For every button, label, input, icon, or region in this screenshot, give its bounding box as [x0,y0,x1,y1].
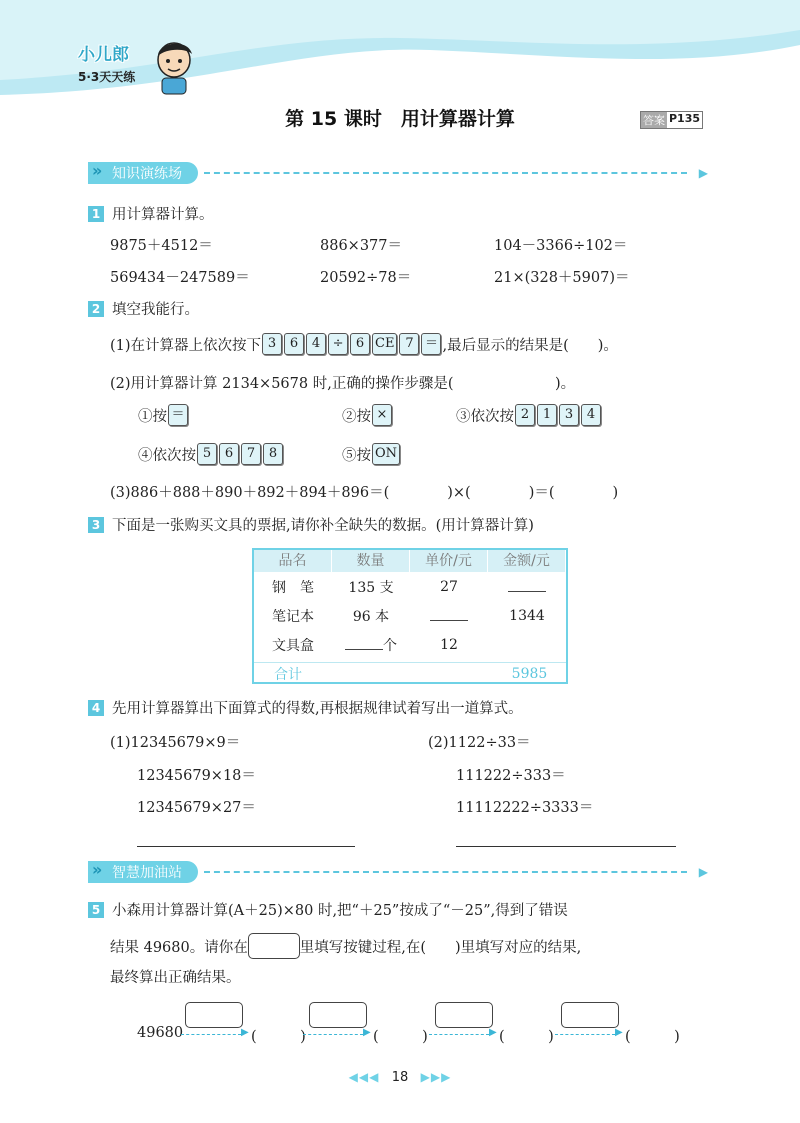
item-amount: 1344 [509,607,545,624]
calc-key: 4 [581,404,601,426]
question-number: 5 [88,902,104,918]
question-line-1: 小森用计算器计算(A＋25)×80 时,把“＋25”按成了“－25”,得到了错误 [112,903,568,919]
q2-part3: (3)886＋888＋890＋892＋894＋896＝( )×( )＝( ) [110,485,619,501]
question-5 [88,899,568,920]
option-5 [342,443,401,465]
answer-tag[interactable] [640,111,703,129]
header-cell: 金额/元 [488,550,566,572]
pattern-item: 12345679×27＝ [137,800,256,816]
dashed-arrow [429,1034,489,1035]
question-line-2 [110,933,581,959]
calc-key: 3 [559,404,579,426]
item-qty: 135 支 [348,579,394,596]
question-number: 4 [88,700,104,716]
question-2 [88,298,199,319]
calc-key: 3 [262,333,282,355]
q2-part1-prefix: (1)在计算器上依次按下 [110,337,262,354]
answer-line[interactable] [137,846,355,847]
item-name: 文具盒 [272,637,314,654]
table-row [254,630,566,659]
start-value: 49680 [137,1025,184,1041]
answer-page: P135 [669,112,701,125]
calc-key: ON [372,443,400,465]
header-cell: 品名 [254,550,332,572]
pattern-item: 12345679×18＝ [137,768,256,784]
result-paren[interactable]: ( ) [251,1029,306,1045]
prev-arrows-icon: ◀◀◀ [348,1070,380,1084]
header-cell: 数量 [332,550,410,572]
question-prompt: 用计算器计算。 [112,207,214,223]
option-label: ①按 [138,408,167,425]
section-label: » 知识演练场 [88,162,198,184]
option-3 [456,404,602,426]
calc-key: 6 [350,333,370,355]
question-number: 3 [88,517,104,533]
q2-part1 [110,333,618,355]
calc-key: 1 [537,404,557,426]
calc-key: 7 [399,333,419,355]
table-row [254,572,566,601]
next-arrows-icon: ▶▶▶ [420,1070,452,1084]
calc-key: 7 [241,443,261,465]
key-box-sample [248,933,300,959]
page-footer [0,1070,800,1085]
question-prompt: 先用计算器算出下面算式的得数,再根据规律试着写出一道算式。 [112,701,523,717]
arrow-right-icon: ▶ [489,1027,497,1038]
line2-prefix: 结果 49680。请你在 [110,939,248,956]
option-4 [138,443,284,465]
calc-key: CE [372,333,397,355]
key-process-chain [137,1000,682,1050]
logo-title: 小儿郎 [78,45,129,65]
calc-key: × [372,404,392,426]
dashed-divider [204,871,687,873]
calc-item: 20592÷78＝ [320,270,412,286]
total-value: 5985 [511,666,548,682]
arrow-right-icon: ▶ [698,865,708,879]
page-number: 18 [391,1070,409,1085]
question-number: 2 [88,301,104,317]
arrow-right-icon: ▶ [363,1027,371,1038]
calc-key: ÷ [328,333,348,355]
item-qty-blank[interactable] [332,635,410,655]
q2-part2: (2)用计算器计算 2134×5678 时,正确的操作步骤是( )。 [110,376,576,392]
item-qty: 96 本 [352,608,390,625]
arrow-right-icon: ▶ [698,166,708,180]
table-row [254,601,566,630]
item-price-blank[interactable] [410,606,488,625]
pattern-item: 111222÷333＝ [456,768,566,784]
calc-item: 21×(328＋5907)＝ [494,270,630,286]
calc-item: 104－3366÷102＝ [494,238,628,254]
pattern-item: (2)1122÷33＝ [428,735,531,751]
answer-label: 答案 [643,114,665,127]
calc-key: ＝ [421,333,441,355]
calc-key: ＝ [168,404,188,426]
question-3 [88,514,534,535]
line2-suffix: 里填写按键过程,在( )里填写对应的结果, [299,939,582,956]
calc-key: 6 [284,333,304,355]
result-paren[interactable]: ( ) [373,1029,428,1045]
item-amount-blank[interactable] [488,577,566,596]
question-line-3: 最终算出正确结果。 [110,970,241,986]
dashed-divider [204,172,687,174]
dashed-arrow [555,1034,615,1035]
calc-key: 4 [306,333,326,355]
section-header-practice [88,162,708,184]
item-price: 12 [440,636,458,653]
section-header-challenge [88,861,708,883]
calc-key: 6 [219,443,239,465]
item-price: 27 [440,578,458,595]
key-input-box[interactable] [309,1002,367,1028]
answer-line[interactable] [456,846,676,847]
calc-key: 2 [515,404,535,426]
q2-part1-suffix: ,最后显示的结果是( )。 [442,337,618,354]
mascot-boy-icon [152,38,198,96]
header-cell: 单价/元 [410,550,488,572]
dashed-arrow [181,1034,241,1035]
pattern-item: (1)12345679×9＝ [110,735,241,751]
key-input-box[interactable] [435,1002,493,1028]
receipt-table [252,548,568,684]
pattern-item: 11112222÷3333＝ [456,800,594,816]
logo-subtitle: 5·3天天练 [78,70,136,84]
arrow-right-icon: ▶ [615,1027,623,1038]
calc-key: 5 [197,443,217,465]
calc-key: 8 [263,443,283,465]
question-prompt: 下面是一张购买文具的票据,请你补全缺失的数据。(用计算器计算) [112,518,534,534]
key-input-box[interactable] [561,1002,619,1028]
question-prompt: 填空我能行。 [112,302,199,318]
option-label: ③依次按 [456,408,514,425]
section-label: » 智慧加油站 [88,861,198,883]
arrow-right-icon: ▶ [241,1027,249,1038]
key-input-box[interactable] [185,1002,243,1028]
result-paren[interactable]: ( ) [499,1029,554,1045]
calc-item: 886×377＝ [320,238,403,254]
calc-item: 9875＋4512＝ [110,238,213,254]
question-1 [88,203,214,224]
page-title: 第 15 课时 用计算器计算 [285,108,515,130]
calc-item: 569434－247589＝ [110,270,250,286]
result-paren[interactable]: ( ) [625,1029,680,1045]
total-label: 合计 [274,667,302,683]
qty-unit: 个 [383,637,397,654]
option-label: ④依次按 [138,447,196,464]
item-name: 钢 笔 [272,579,314,596]
key-sequence [261,333,442,355]
option-label: ⑤按 [342,447,371,464]
receipt-header [254,550,566,572]
option-2 [342,404,393,426]
item-name: 笔记本 [272,608,314,625]
option-label: ②按 [342,408,371,425]
question-4 [88,697,523,718]
dashed-arrow [303,1034,363,1035]
question-number: 1 [88,206,104,222]
option-1 [138,404,189,426]
receipt-total-row [254,662,566,685]
